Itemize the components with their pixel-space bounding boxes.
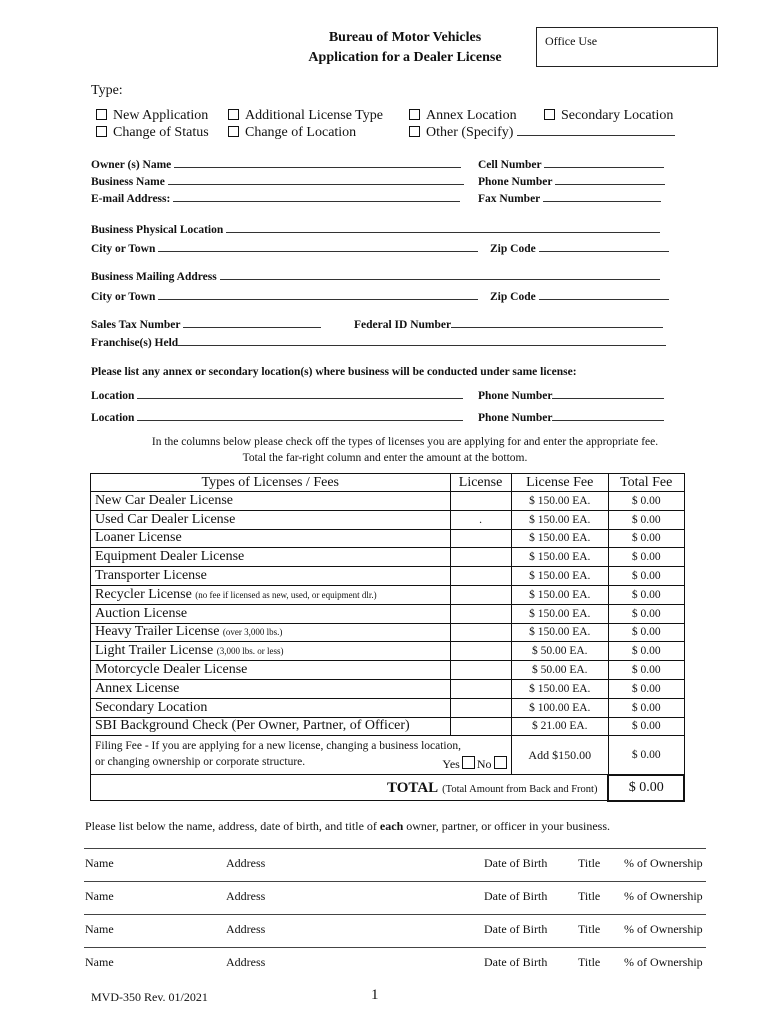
type-option-change-location[interactable]: Change of Location <box>228 125 356 141</box>
table-row <box>91 717 685 736</box>
grand-total-cell[interactable]: $ 0.00 <box>608 775 684 801</box>
form-title-line1: Bureau of Motor Vehicles <box>328 30 482 45</box>
owner-col-label-ownership: % of Ownership <box>624 955 703 969</box>
license-check-cell[interactable] <box>450 548 511 567</box>
owner-col-label-title: Title <box>578 889 601 903</box>
filing-no-label: No <box>476 757 492 772</box>
license-check-cell[interactable]: . <box>450 510 511 529</box>
annex-location-1[interactable]: Location <box>91 388 463 402</box>
total-fee-cell[interactable]: $ 0.00 <box>608 529 684 548</box>
license-type-name: SBI Background Check (Per Owner, Partner, of Officer) <box>91 717 451 736</box>
total-fee-cell[interactable]: $ 0.00 <box>608 510 684 529</box>
office-use-box <box>536 27 718 67</box>
license-fee-cell: $ 150.00 EA. <box>511 492 608 511</box>
physical-city-field[interactable]: City or Town <box>91 241 478 255</box>
mailing-address-field[interactable]: Business Mailing Address <box>91 269 660 283</box>
table-row <box>91 623 685 642</box>
license-check-cell[interactable] <box>450 679 511 698</box>
license-type-name: Loaner License <box>91 529 451 548</box>
annex-phone-1[interactable]: Phone Number <box>478 388 664 402</box>
owner-col-label-dob: Date of Birth <box>484 889 548 903</box>
license-type-name: New Car Dealer License <box>91 492 451 511</box>
business-name-field[interactable]: Business Name <box>91 174 464 188</box>
owner-col-label-title: Title <box>578 955 601 969</box>
annex-instruction: Please list any annex or secondary location(s) where business will be conducted under same license: <box>91 366 577 378</box>
form-id: MVD-350 Rev. 01/2021 <box>91 990 208 1004</box>
license-check-cell[interactable] <box>450 717 511 736</box>
owner-col-label-title: Title <box>578 922 601 936</box>
license-check-cell[interactable] <box>450 642 511 661</box>
license-check-cell[interactable] <box>450 567 511 586</box>
table-instruction-line1: In the columns below please check off the types of licenses you are applying for and enter the appropriate fee. <box>151 436 659 448</box>
filing-no-checkbox[interactable] <box>494 756 507 769</box>
type-option-annex-location[interactable]: Annex Location <box>409 108 517 124</box>
filing-add-cell: Add $150.00 <box>511 736 608 775</box>
filing-fee-cell <box>91 736 512 775</box>
type-option-new-application[interactable]: New Application <box>96 108 208 124</box>
license-fee-cell: $ 150.00 EA. <box>511 585 608 604</box>
owner-col-label-address: Address <box>226 889 266 903</box>
total-fee-cell[interactable]: $ 0.00 <box>608 623 684 642</box>
col-header-types: Types of Licenses / Fees <box>91 474 451 492</box>
owner-entry-line[interactable] <box>84 881 706 882</box>
table-row <box>91 661 685 680</box>
owner-col-label-dob: Date of Birth <box>484 922 548 936</box>
license-fee-cell: $ 150.00 EA. <box>511 567 608 586</box>
table-row <box>91 679 685 698</box>
license-type-name: Equipment Dealer License <box>91 548 451 567</box>
mailing-city-field[interactable]: City or Town <box>91 289 478 303</box>
checkbox[interactable] <box>96 109 107 120</box>
license-check-cell[interactable] <box>450 698 511 717</box>
license-check-cell[interactable] <box>450 623 511 642</box>
license-fee-cell: $ 150.00 EA. <box>511 510 608 529</box>
mailing-zip-field[interactable]: Zip Code <box>490 289 669 303</box>
owners-instruction: Please list below the name, address, date of birth, and title of each owner, partner, or officer in your business. <box>85 819 611 833</box>
col-header-license-fee: License Fee <box>511 474 608 492</box>
fax-number-field[interactable]: Fax Number <box>478 191 661 205</box>
type-option-other[interactable]: Other (Specify) <box>409 125 675 141</box>
annex-phone-2[interactable]: Phone Number <box>478 410 664 424</box>
form-title-line2: Application for a Dealer License <box>308 50 502 65</box>
owner-col-label-address: Address <box>226 856 266 870</box>
filing-total-cell[interactable]: $ 0.00 <box>608 736 684 775</box>
checkbox[interactable] <box>409 109 420 120</box>
owner-col-label-ownership: % of Ownership <box>624 922 703 936</box>
total-note: (Total Amount from Back and Front) <box>442 783 598 795</box>
owner-entry-line[interactable] <box>84 947 706 948</box>
owner-col-label-name: Name <box>85 922 114 936</box>
cell-number-field[interactable]: Cell Number <box>478 157 664 171</box>
license-check-cell[interactable] <box>450 585 511 604</box>
license-type-name: Recycler License (no fee if licensed as new, used, or equipment dlr.) <box>91 585 451 604</box>
owner-col-label-dob: Date of Birth <box>484 955 548 969</box>
phone-number-field[interactable]: Phone Number <box>478 174 665 188</box>
owner-col-label-ownership: % of Ownership <box>624 889 703 903</box>
type-option-secondary-location[interactable]: Secondary Location <box>544 108 673 124</box>
license-fee-cell: $ 150.00 EA. <box>511 679 608 698</box>
license-type-name: Secondary Location <box>91 698 451 717</box>
license-check-cell[interactable] <box>450 529 511 548</box>
license-type-name: Heavy Trailer License (over 3,000 lbs.) <box>91 623 451 642</box>
license-fee-cell: $ 21.00 EA. <box>511 717 608 736</box>
federal-id-field[interactable]: Federal ID Number <box>354 317 663 331</box>
table-row <box>91 604 685 623</box>
license-type-name: Used Car Dealer License <box>91 510 451 529</box>
annex-location-2[interactable]: Location <box>91 410 463 424</box>
col-header-license: License <box>450 474 511 492</box>
total-fee-cell[interactable]: $ 0.00 <box>608 604 684 623</box>
total-row <box>91 775 685 801</box>
email-field[interactable]: E-mail Address: <box>91 191 460 205</box>
table-instruction-line2: Total the far-right column and enter the amount at the bottom. <box>242 452 528 464</box>
owner-col-label-name: Name <box>85 889 114 903</box>
filing-yes-label: Yes <box>442 757 460 772</box>
checkbox[interactable] <box>409 126 420 137</box>
license-fee-cell: $ 100.00 EA. <box>511 698 608 717</box>
table-row <box>91 698 685 717</box>
checkbox[interactable] <box>544 109 555 120</box>
type-label: Type: <box>91 83 123 98</box>
license-check-cell[interactable] <box>450 604 511 623</box>
total-label-cell <box>91 775 609 801</box>
license-fee-cell: $ 150.00 EA. <box>511 548 608 567</box>
total-label: TOTAL <box>387 779 439 796</box>
license-fee-cell: $ 150.00 EA. <box>511 529 608 548</box>
table-row <box>91 492 685 511</box>
owner-col-label-name: Name <box>85 955 114 969</box>
col-header-total-fee: Total Fee <box>608 474 684 492</box>
total-fee-cell[interactable]: $ 0.00 <box>608 548 684 567</box>
checkbox[interactable] <box>228 109 239 120</box>
checkbox[interactable] <box>96 126 107 137</box>
table-row <box>91 510 685 529</box>
table-row <box>91 642 685 661</box>
owner-col-label-ownership: % of Ownership <box>624 856 703 870</box>
license-fee-cell: $ 150.00 EA. <box>511 604 608 623</box>
license-type-note: (3,000 lbs. or less) <box>216 646 284 657</box>
total-fee-cell[interactable]: $ 0.00 <box>608 717 684 736</box>
other-specify-field[interactable] <box>517 125 675 136</box>
license-check-cell[interactable] <box>450 661 511 680</box>
table-row <box>91 548 685 567</box>
table-row <box>91 567 685 586</box>
page-number: 1 <box>371 987 379 1003</box>
owner-col-label-title: Title <box>578 856 601 870</box>
total-fee-cell[interactable]: $ 0.00 <box>608 585 684 604</box>
checkbox[interactable] <box>228 126 239 137</box>
owner-col-label-address: Address <box>226 922 266 936</box>
table-row <box>91 529 685 548</box>
owner-name-field[interactable]: Owner (s) Name <box>91 157 461 171</box>
license-type-name: Light Trailer License (3,000 lbs. or less) <box>91 642 451 661</box>
type-option-change-status[interactable]: Change of Status <box>96 125 209 141</box>
license-fee-cell: $ 150.00 EA. <box>511 623 608 642</box>
license-type-name: Annex License <box>91 679 451 698</box>
license-check-cell[interactable] <box>450 492 511 511</box>
total-fee-cell[interactable]: $ 0.00 <box>608 679 684 698</box>
physical-zip-field[interactable]: Zip Code <box>490 241 669 255</box>
license-fee-cell: $ 50.00 EA. <box>511 661 608 680</box>
license-type-name: Auction License <box>91 604 451 623</box>
license-type-note: (no fee if licensed as new, used, or equipment dlr.) <box>195 589 377 600</box>
table-row <box>91 585 685 604</box>
office-use-label: Office Use <box>545 34 598 48</box>
filing-fee-row <box>91 736 685 775</box>
type-option-additional-license[interactable]: Additional License Type <box>228 108 383 124</box>
filing-fee-text: Filing Fee - If you are applying for a new license, changing a business location, or changing ownership or corporate structure. <box>95 740 461 769</box>
owner-entry-line[interactable] <box>84 914 706 915</box>
sales-tax-field[interactable]: Sales Tax Number <box>91 317 321 331</box>
total-fee-cell[interactable]: $ 0.00 <box>608 698 684 717</box>
total-fee-cell[interactable]: $ 0.00 <box>608 661 684 680</box>
total-fee-cell[interactable]: $ 0.00 <box>608 492 684 511</box>
owner-col-label-name: Name <box>85 856 114 870</box>
owner-col-label-dob: Date of Birth <box>484 856 548 870</box>
franchise-field[interactable]: Franchise(s) Held <box>91 335 666 349</box>
owner-entry-line[interactable] <box>84 848 706 849</box>
license-type-name: Motorcycle Dealer License <box>91 661 451 680</box>
license-fee-table <box>90 473 685 802</box>
license-type-note: (over 3,000 lbs.) <box>222 627 283 638</box>
table-header-row <box>91 474 685 492</box>
license-fee-cell: $ 50.00 EA. <box>511 642 608 661</box>
owner-col-label-address: Address <box>226 955 266 969</box>
total-fee-cell[interactable]: $ 0.00 <box>608 642 684 661</box>
total-fee-cell[interactable]: $ 0.00 <box>608 567 684 586</box>
physical-location-field[interactable]: Business Physical Location <box>91 222 660 236</box>
license-type-name: Transporter License <box>91 567 451 586</box>
